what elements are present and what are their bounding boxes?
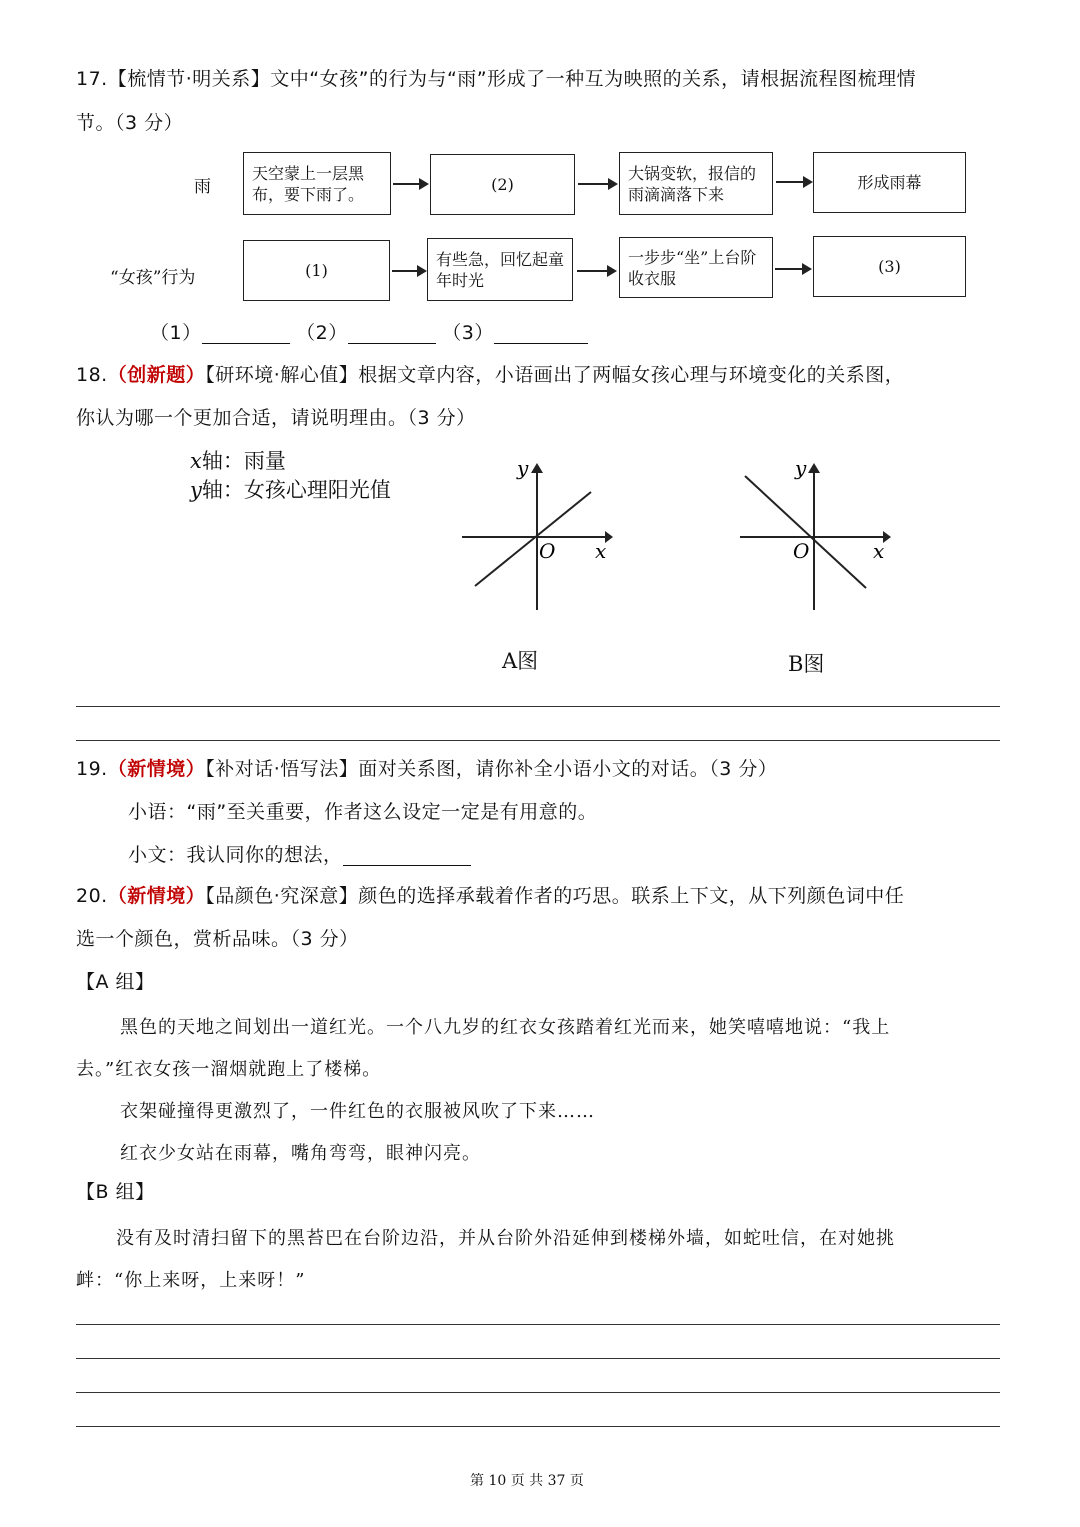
graph-b-y-arrow-icon — [808, 463, 820, 473]
graph-b-y-label: y — [795, 456, 807, 480]
answer-line[interactable] — [76, 706, 1000, 707]
y-axis-legend: y轴：女孩心理阳光值 — [190, 478, 391, 502]
girl-box-2: 有些急，回忆起童年时光 — [427, 238, 573, 301]
group-a-heading: 【A 组】 — [76, 971, 155, 993]
x-axis-legend: x轴：雨量 — [190, 449, 286, 473]
answer-line[interactable] — [76, 1358, 1000, 1359]
girl-box-4: (3) — [813, 236, 966, 297]
girl-box-3: 一步步“坐”上台阶收衣服 — [619, 237, 773, 298]
q17-stem-line1: 17.【梳情节·明关系】文中“女孩”的行为与“雨”形成了一种互为映照的关系，请根据流程图梳理情 — [76, 68, 917, 90]
group-a-paragraph-1-line1: 黑色的天地之间划出一道红光。一个八九岁的红衣女孩踏着红光而来，她笑嘻嘻地说：“我上 — [120, 1017, 891, 1038]
graph-a — [455, 455, 625, 620]
rain-box-1: 天空蒙上一层黑布，要下雨了。 — [243, 152, 391, 215]
question-tag: （新情境） — [107, 885, 206, 907]
group-a-paragraph-1-line2: 去。”红衣女孩一溜烟就跑上了楼梯。 — [76, 1059, 382, 1080]
answer-line[interactable] — [76, 1324, 1000, 1325]
arrow-icon — [577, 270, 615, 272]
question-tag: （新情境） — [107, 758, 206, 780]
graph-b-x-label: x — [873, 539, 885, 563]
graph-a-origin-label: O — [539, 539, 556, 563]
graph-a-caption: A图 — [502, 649, 539, 673]
rain-box-4: 形成雨幕 — [813, 152, 966, 213]
rain-row-label: 雨 — [194, 177, 211, 197]
answer-blank[interactable] — [343, 847, 471, 866]
q19-stem-line1: 19.（新情境）【补对话·悟写法】面对关系图，请你补全小语小文的对话。（3 分） — [76, 758, 778, 780]
q17-stem-line2: 节。（3 分） — [76, 112, 184, 134]
graph-b-caption: B图 — [788, 652, 825, 676]
group-a-paragraph-3: 红衣少女站在雨幕，嘴角弯弯，眼神闪亮。 — [120, 1143, 481, 1164]
girl-row-label: “女孩”行为 — [110, 268, 196, 288]
arrow-icon — [393, 183, 427, 185]
q19-dialogue-xiaoyu: 小语：“雨”至关重要，作者这么设定一定是有用意的。 — [128, 801, 598, 823]
q18-stem-line2: 你认为哪一个更加合适，请说明理由。（3 分） — [76, 407, 476, 429]
graph-a-increasing-line — [475, 492, 591, 586]
group-b-heading: 【B 组】 — [76, 1181, 155, 1203]
answer-blank-1[interactable] — [202, 325, 290, 344]
group-a-paragraph-2: 衣架碰撞得更激烈了，一件红色的衣服被风吹了下来…… — [120, 1101, 595, 1122]
arrow-icon — [775, 268, 810, 270]
graph-b — [733, 455, 903, 620]
arrow-icon — [776, 181, 811, 183]
group-b-paragraph-line2: 衅：“你上来呀，上来呀！” — [76, 1270, 306, 1291]
answer-line[interactable] — [76, 740, 1000, 741]
arrow-icon — [392, 270, 425, 272]
page-number-footer: 第 10 页 共 37 页 — [470, 1473, 584, 1489]
group-b-paragraph-line1: 没有及时清扫留下的黑苔巴在台阶边沿，并从台阶外沿延伸到楼梯外墙，如蛇吐信，在对她挑 — [116, 1228, 895, 1249]
arrow-icon — [578, 183, 616, 185]
q19-dialogue-xiaowen: 小文：我认同你的想法， — [128, 844, 471, 866]
graph-a-x-label: x — [595, 539, 607, 563]
q20-stem-line2: 选一个颜色，赏析品味。（3 分） — [76, 928, 359, 950]
answer-blank-2[interactable] — [348, 325, 436, 344]
rain-box-3: 大锅变软，报信的雨滴滴落下来 — [619, 152, 773, 215]
question-tag: （创新题） — [107, 364, 206, 386]
rain-box-2: (2) — [430, 154, 575, 215]
answer-blank-3[interactable] — [494, 325, 588, 344]
q18-stem-line1: 18.（创新题）【研环境·解心值】根据文章内容，小语画出了两幅女孩心理与环境变化的关系图， — [76, 364, 905, 386]
girl-box-1: (1) — [243, 240, 390, 301]
graph-a-y-label: y — [517, 456, 529, 480]
q20-stem-line1: 20.（新情境）【品颜色·究深意】颜色的选择承载着作者的巧思。联系上下文，从下列颜色词中任 — [76, 885, 905, 907]
q17-answer-blanks: （1） （2） （3） — [150, 322, 588, 344]
graph-b-origin-label: O — [793, 539, 810, 563]
answer-line[interactable] — [76, 1392, 1000, 1393]
graph-b-decreasing-line — [745, 476, 866, 588]
graph-a-y-arrow-icon — [531, 463, 543, 473]
answer-line[interactable] — [76, 1426, 1000, 1427]
